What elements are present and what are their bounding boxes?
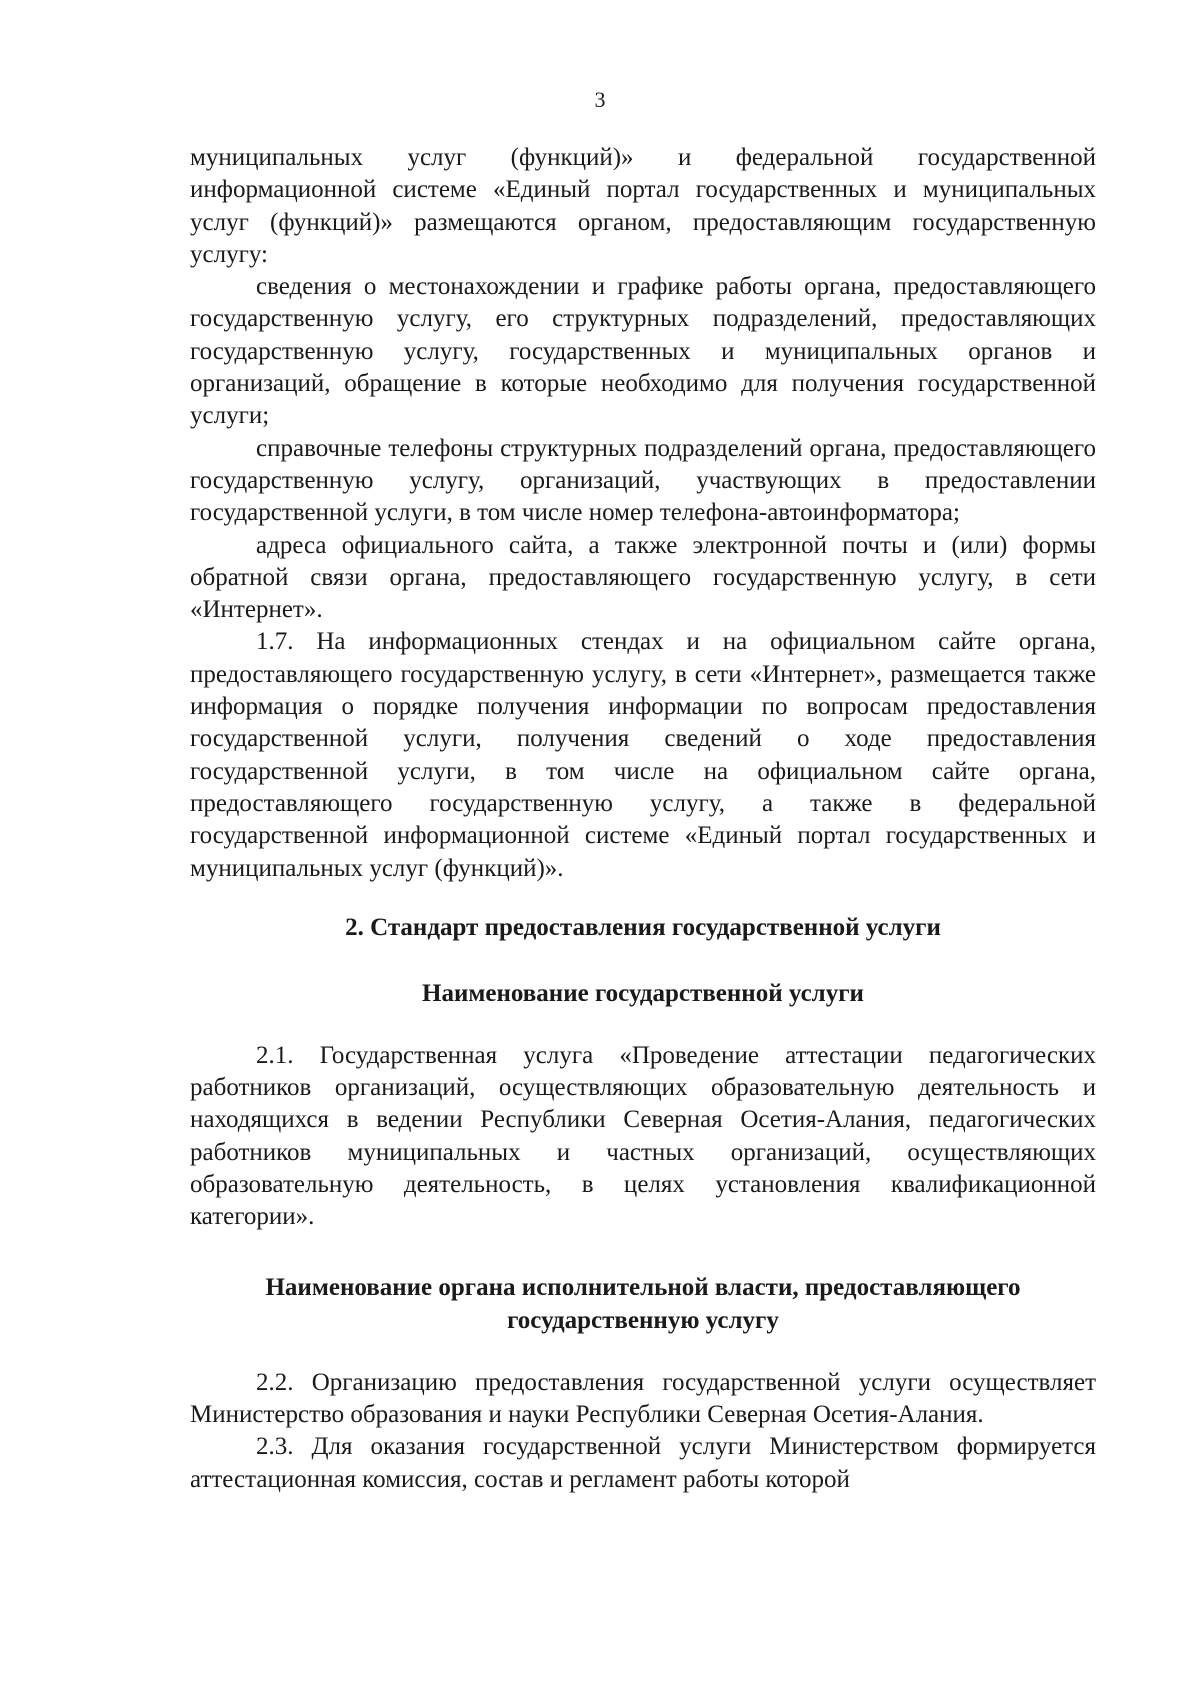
- paragraph-2-1: 2.1. Государственная услуга «Проведение аттестации педагогических работников организаций, осуществляющих образовательную деятельность и находящихся в ведении Республики Северная Осетия-Алания, педагогических работников муниципальных и частных организаций, осуществляющих образовательную деятельность, в целях установления квалификационной категории».: [190, 1041, 1096, 1231]
- paragraph-2-2: 2.2. Организацию предоставления государственной услуги осуществляет Министерство образования и науки Республики Северная Осетия-Алания.: [190, 1368, 1096, 1428]
- intro-paragraph: муниципальных услуг (функций)» и федеральной государственной информационной системе «Единый портал государственных и муниципальных услуг (функций)» размещаются органом, предоставляющим государственную услугу:: [190, 144, 1096, 268]
- document-body: [190, 142, 1096, 1496]
- list-item-website: адреса официального сайта, а также электронной почты и (или) формы обратной связи органа, предоставляющего государственную услугу, в сети «Интернет».: [190, 531, 1096, 624]
- paragraph-2-3: 2.3. Для оказания государственной услуги Министерством формируется аттестационная комиссия, состав и регламент работы которой: [190, 1433, 1096, 1493]
- subheading-authority: [190, 1271, 1096, 1337]
- list-item-location: сведения о местонахождении и графике работы органа, предоставляющего государственную услугу, его структурных подразделений, предоставляющих государственную услугу, государственных и муниципальных органов и организаций, обращение в которые необходимо для получения государственной услуги;: [190, 273, 1096, 430]
- subheading-authority-line-1: Наименование органа исполнительной власти, предоставляющего: [265, 1273, 1021, 1301]
- section-2-title: 2. Стандарт предоставления государственной услуги: [345, 913, 941, 941]
- subheading-service-name: Наименование государственной услуги: [422, 979, 864, 1007]
- list-item-phones: справочные телефоны структурных подразделений органа, предоставляющего государственную услугу, организаций, участвующих в предоставлении государственной услуги, в том числе номер телефона-автоинформатора;: [190, 434, 1096, 527]
- paragraph-1-7: 1.7. На информационных стендах и на официальном сайте органа, предоставляющего государственную услугу, в сети «Интернет», размещается также информация о порядке получения информации по вопросам предоставления государственной услуги, получения сведений о ходе предоставления государственной услуги, в том числе на официальном сайте органа, предоставляющего государственную услугу, а также в федеральной государственной информационной системе «Единый портал государственных и муниципальных услуг (функций)».: [190, 628, 1096, 882]
- subheading-authority-line-2: государственную услугу: [507, 1306, 779, 1334]
- page-number: 3: [594, 87, 606, 112]
